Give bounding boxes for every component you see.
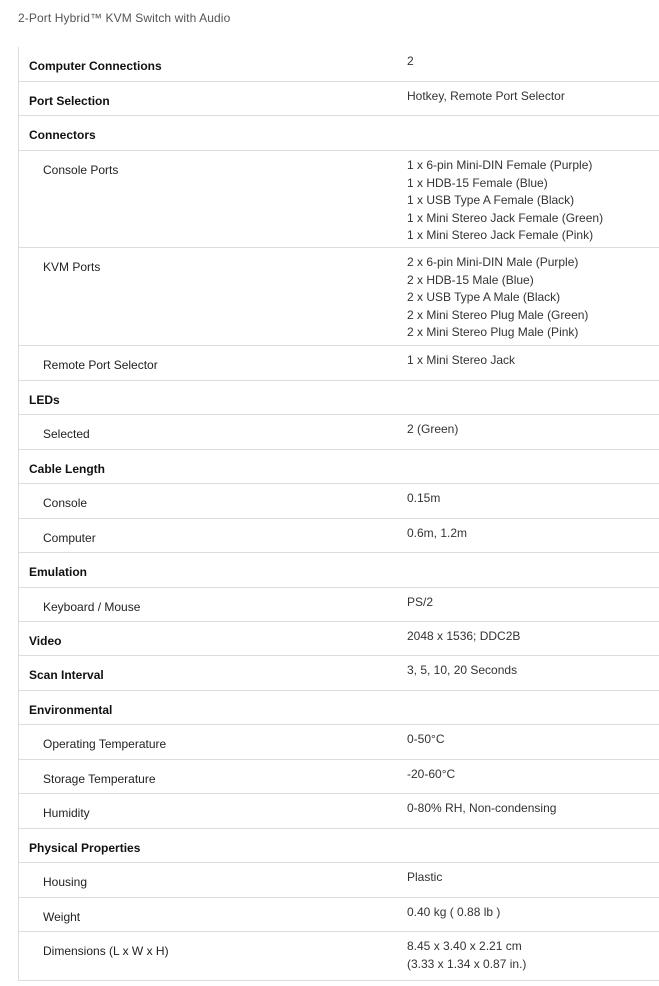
spec-group-label: Connectors — [29, 128, 96, 142]
spec-value — [407, 352, 515, 370]
spec-group-label: Computer Connections — [29, 59, 162, 73]
spec-value — [407, 628, 520, 646]
spec-value-line: -20-60°C — [407, 767, 456, 781]
spec-row — [19, 248, 659, 346]
spec-row — [19, 829, 659, 863]
spec-row — [19, 932, 659, 981]
spec-value-line: PS/2 — [407, 595, 434, 609]
spec-row — [19, 794, 659, 829]
spec-row — [19, 863, 659, 898]
spec-label: Console Ports — [43, 163, 119, 177]
spec-group-label: Video — [29, 634, 62, 648]
spec-value-line: 0-80% RH, Non-condensing — [407, 801, 557, 815]
spec-row — [19, 151, 659, 248]
spec-label: Weight — [43, 910, 81, 924]
spec-row — [19, 588, 659, 622]
spec-value — [407, 594, 433, 612]
spec-group-label: Environmental — [29, 703, 113, 717]
spec-value-line: Hotkey, Remote Port Selector — [407, 89, 565, 103]
spec-label: Operating Temperature — [43, 737, 167, 751]
spec-value-line: 2 x 6-pin Mini-DIN Male (Purple) — [407, 255, 579, 269]
spec-label: Selected — [43, 427, 90, 441]
spec-value-line: 0-50°C — [407, 732, 445, 746]
spec-row — [19, 484, 659, 519]
spec-row — [19, 691, 659, 725]
spec-label: Storage Temperature — [43, 772, 156, 786]
spec-value — [407, 254, 588, 342]
spec-value — [407, 157, 603, 245]
spec-label: Console — [43, 496, 88, 510]
spec-label: Housing — [43, 875, 88, 889]
spec-value-line: (3.33 x 1.34 x 0.87 in.) — [407, 956, 527, 971]
spec-value — [407, 525, 467, 543]
spec-row — [19, 381, 659, 415]
spec-group-label: Scan Interval — [29, 668, 104, 682]
spec-value — [407, 421, 458, 439]
spec-value-line: 0.40 kg ( 0.88 lb ) — [407, 905, 501, 919]
spec-value-line: Plastic — [407, 870, 443, 884]
spec-value-line: 2 — [407, 54, 414, 68]
spec-value-line: 2 x Mini Stereo Plug Male (Green) — [407, 307, 589, 322]
spec-label: Computer — [43, 531, 96, 545]
spec-value-line: 1 x HDB-15 Female (Blue) — [407, 175, 548, 190]
page-title: 2-Port Hybrid™ KVM Switch with Audio — [18, 11, 231, 25]
spec-value-line: 2 x HDB-15 Male (Blue) — [407, 272, 534, 287]
spec-row — [19, 553, 659, 588]
spec-row — [19, 519, 659, 553]
spec-value — [407, 88, 565, 106]
spec-group-label: Cable Length — [29, 462, 106, 476]
spec-row — [19, 656, 659, 691]
spec-value-line: 0.6m, 1.2m — [407, 526, 468, 540]
spec-value — [407, 938, 526, 973]
spec-group-label: Physical Properties — [29, 841, 141, 855]
spec-value — [407, 490, 440, 508]
spec-label: Humidity — [43, 806, 90, 820]
spec-value — [407, 731, 444, 749]
spec-label: Remote Port Selector — [43, 358, 158, 372]
spec-value-line: 2048 x 1536; DDC2B — [407, 629, 521, 643]
spec-value-line: 0.15m — [407, 491, 441, 505]
spec-value-line: 1 x Mini Stereo Jack Female (Pink) — [407, 228, 594, 242]
spec-value — [407, 904, 500, 922]
spec-value-line: 1 x 6-pin Mini-DIN Female (Purple) — [407, 158, 593, 172]
spec-value-line: 2 (Green) — [407, 422, 459, 436]
spec-value-line: 8.45 x 3.40 x 2.21 cm — [407, 939, 522, 953]
spec-row — [19, 346, 659, 381]
spec-label: KVM Ports — [43, 260, 101, 274]
spec-value — [407, 53, 414, 71]
spec-value — [407, 869, 442, 887]
spec-row — [19, 116, 659, 151]
spec-label: Dimensions (L x W x H) — [43, 944, 169, 958]
spec-value-line: 3, 5, 10, 20 Seconds — [407, 663, 518, 677]
spec-row — [19, 760, 659, 794]
spec-value — [407, 766, 455, 784]
spec-group-label: LEDs — [29, 393, 60, 407]
spec-value — [407, 662, 517, 680]
spec-value — [407, 800, 556, 818]
spec-value-line: 2 x USB Type A Male (Black) — [407, 290, 561, 304]
spec-row — [19, 47, 659, 82]
spec-value-line: 1 x USB Type A Female (Black) — [407, 193, 575, 207]
spec-value-line: 1 x Mini Stereo Jack Female (Green) — [407, 210, 604, 225]
specifications-table — [18, 47, 659, 981]
spec-row — [19, 725, 659, 760]
spec-row — [19, 415, 659, 450]
spec-label: Keyboard / Mouse — [43, 600, 141, 614]
spec-value-line: 2 x Mini Stereo Plug Male (Pink) — [407, 325, 579, 339]
spec-group-label: Port Selection — [29, 94, 110, 108]
spec-row — [19, 898, 659, 932]
spec-row — [19, 450, 659, 484]
spec-group-label: Emulation — [29, 565, 88, 579]
spec-row — [19, 82, 659, 116]
spec-value-line: 1 x Mini Stereo Jack — [407, 353, 516, 367]
spec-row — [19, 622, 659, 656]
